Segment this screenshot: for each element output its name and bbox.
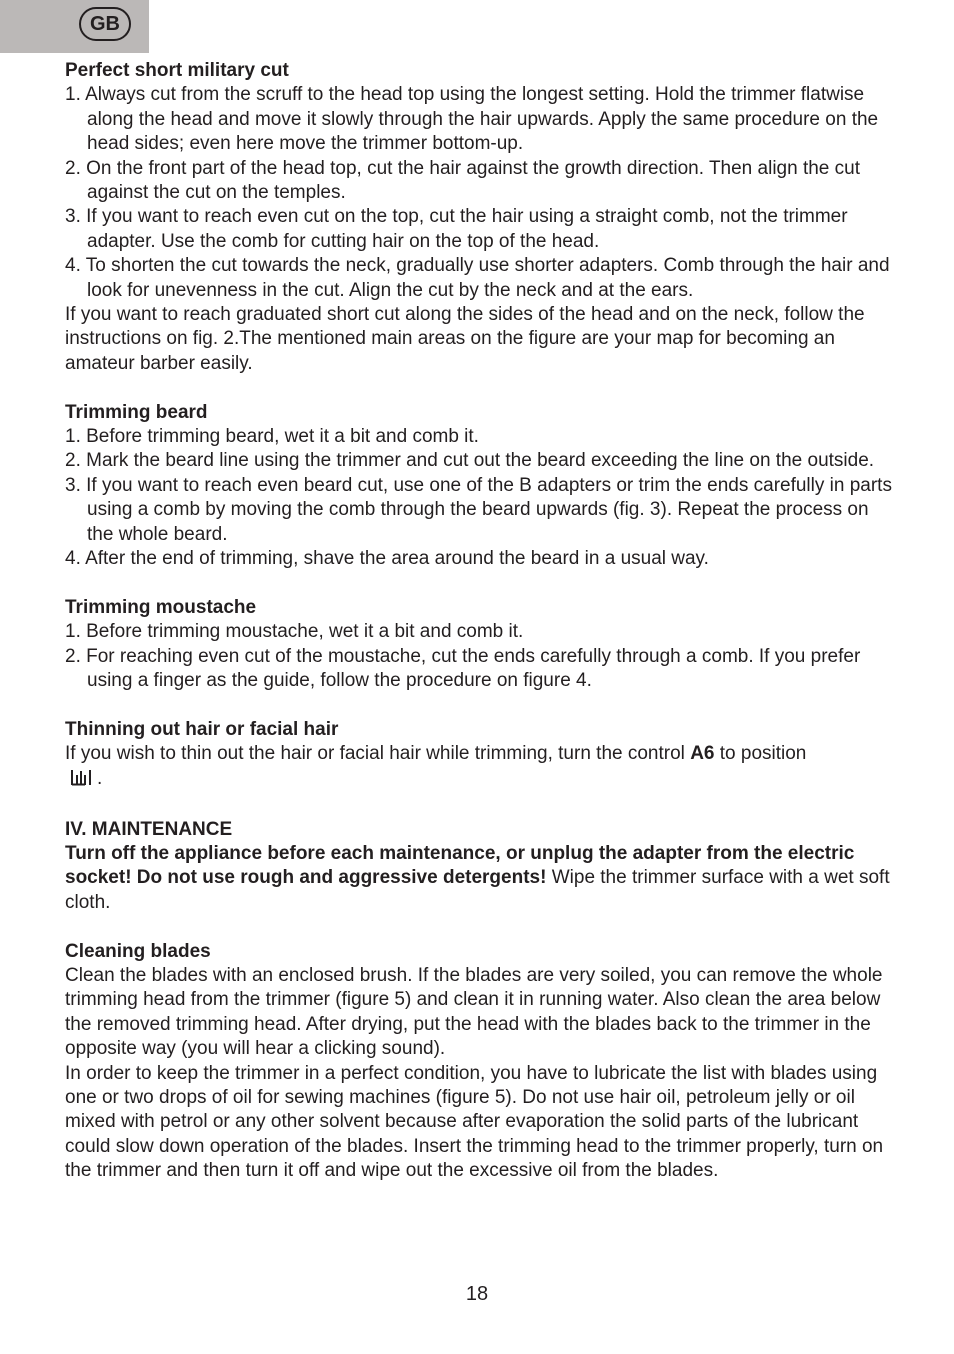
thinning-text <box>65 742 895 793</box>
page-content <box>65 59 895 1208</box>
section-military-cut <box>65 59 895 376</box>
list-item: 2. Mark the beard line using the trimmer and cut out the beard exceeding the line on the outside. <box>65 450 875 472</box>
section-thinning <box>65 718 895 793</box>
section-trimming-moustache <box>65 596 895 694</box>
section-cleaning-blades <box>65 940 895 1184</box>
military-cut-steps <box>65 83 895 303</box>
trimming-beard-steps <box>65 425 895 571</box>
list-item: 2. On the front part of the head top, cut the hair against the growth direction. Then align the cut against the cut on the temples. <box>65 157 860 204</box>
thinning-text-after: to position <box>714 743 807 765</box>
list-item: 1. Always cut from the scruff to the head top using the longest setting. Hold the trimmer flatwise along the head and move it slowly through the hair upwards. Apply the same procedure on the head sides; even here move the trimmer bottom-up. <box>65 84 879 155</box>
cleaning-blades-heading: Cleaning blades <box>65 940 211 962</box>
list-item: 1. Before trimming beard, wet it a bit and comb it. <box>65 426 479 448</box>
list-item: 4. To shorten the cut towards the neck, gradually use shorter adapters. Comb through the hair and look for unevenness in the cut. Align the cut by the neck and at the ears. <box>65 255 890 301</box>
list-item: 2. For reaching even cut of the moustache, cut the ends carefully through a comb. If you prefer using a finger as the guide, follow the procedure on figure 4. <box>65 645 861 692</box>
section-trimming-beard <box>65 401 895 572</box>
thinning-heading: Thinning out hair or facial hair <box>65 718 339 740</box>
list-item: 3. If you want to reach even beard cut, use one of the B adapters or trim the ends carefully in parts using a comb by moving the comb through the beard upwards (fig. 3). Repeat the process on the whole beard. <box>65 474 892 545</box>
list-item: 1. Before trimming moustache, wet it a bit and comb it. <box>65 621 524 643</box>
list-item: 4. After the end of trimming, shave the area around the beard in a usual way. <box>65 548 709 570</box>
cleaning-paragraph: Clean the blades with an enclosed brush. If the blades are very soiled, you can remove the whole trimming head from the trimmer (figure 5) and clean it in running water. Also clean the area below the removed trimming head. After drying, put the head with the blades back to the trimmer in the opposite way (you will hear a clicking sound). <box>65 964 883 1060</box>
thinning-text-before: If you wish to thin out the hair or facial hair while trimming, turn the control <box>65 743 691 765</box>
trimming-moustache-heading: Trimming moustache <box>65 596 257 618</box>
trimming-beard-heading: Trimming beard <box>65 401 208 423</box>
thinning-comb-icon <box>69 769 93 793</box>
page-number: 18 <box>465 1283 489 1305</box>
military-cut-heading: Perfect short military cut <box>65 60 289 81</box>
maintenance-heading: IV. MAINTENANCE <box>65 818 233 840</box>
section-maintenance <box>65 818 895 916</box>
military-cut-note: If you want to reach graduated short cut along the sides of the head and on the neck, follow the instructions on fig. 2.The mentioned main areas on the figure are your map for becoming an amateur barber easily. <box>65 304 865 374</box>
maintenance-text <box>65 842 895 915</box>
maintenance-instruction: Wipe the trimmer surface with a wet soft cloth. <box>65 867 890 913</box>
maintenance-warning: Turn off the appliance before each maintenance, or unplug the adapter from the electric socket! Do not use rough and aggressive detergents! <box>65 842 855 889</box>
list-item: 3. If you want to reach even cut on the top, cut the hair using a straight comb, not the trimmer adapter. Use the comb for cutting hair on the top of the head. <box>65 206 848 252</box>
language-badge: GB <box>79 7 131 41</box>
thinning-text-end: . <box>97 767 103 789</box>
cleaning-paragraph: In order to keep the trimmer in a perfect condition, you have to lubricate the list with blades using one or two drops of oil for sewing machines (figure 5). Do not use hair oil, petroleum jelly or oil mixed with petrol or any other solvent because after evaporation the solid parts of the lubricant could slow down operation of the blades. Insert the trimming head to the trimmer properly, turn on the trimmer and then turn it off and wipe out the excessive oil from the blades. <box>65 1062 884 1182</box>
language-tab <box>0 0 149 53</box>
control-label: A6 <box>690 743 715 765</box>
trimming-moustache-steps <box>65 620 895 693</box>
